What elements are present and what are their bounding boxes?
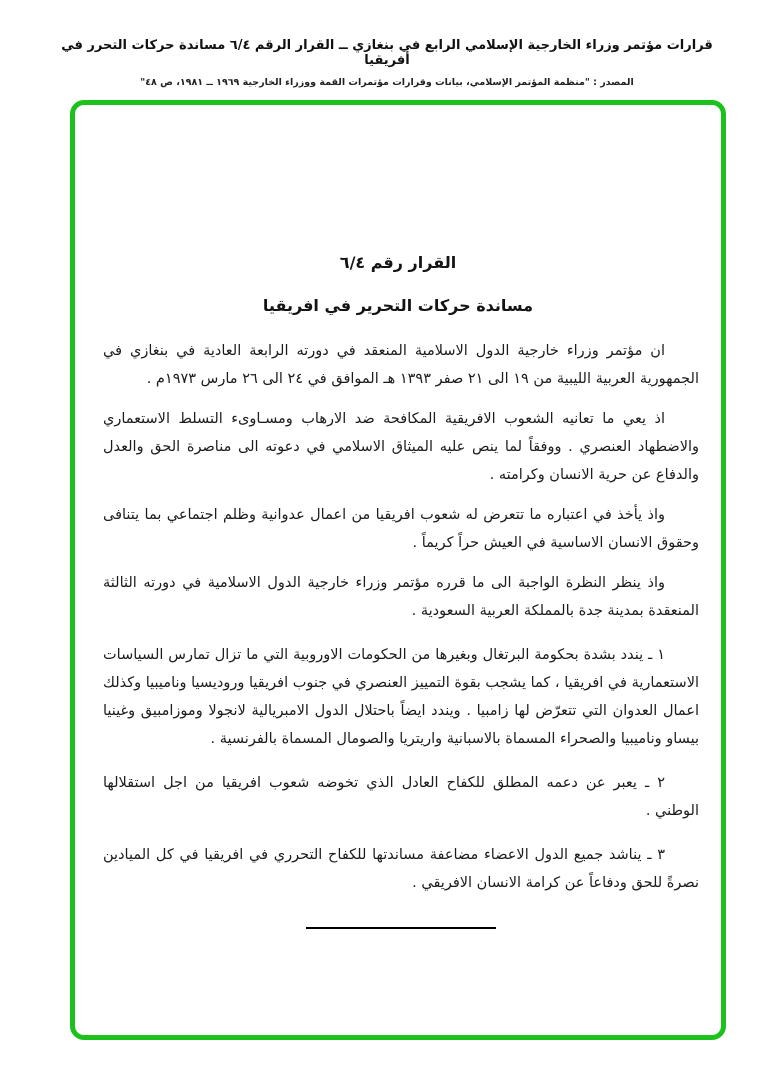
- paragraph-clause-3: ٣ ـ يناشد جميع الدول الاعضاء مضاعفة مساندتها للكفاح التحرري في افريقيا في كل الميادين نصرةً للحق ودفاعاً عن كرامة الانسان الافريقي .: [103, 847, 699, 891]
- paragraph-preamble-session: ان مؤتمر وزراء خارجية الدول الاسلامية المنعقد في دورته الرابعة العادية في بنغازي في الجمهورية العربية الليبية من ١٩ الى ٢١ صفر ١٣٩٣ هـ الموافق في ٢٤ الى ٢٦ مارس ١٩٧٣م .: [103, 343, 699, 387]
- end-of-document-rule: [306, 927, 496, 929]
- resolution-number-title: القرار رقم ٦/٤: [339, 253, 457, 272]
- green-highlight-frame: [70, 100, 726, 1040]
- paragraph-preamble-awareness: اذ يعي ما تعانيه الشعوب الافريقية المكافحة ضد الارهاب ومسـاوىء التسلط الاستعماري والاضطهاد العنصري . ووفقاً لما ينص عليه الميثاق الاسلامي في دعوته الى مناصرة الحق والعدل والدفاع عن حرية الانسان وكرامته .: [103, 411, 699, 483]
- document-body: [75, 337, 721, 929]
- paragraph-preamble-reference: واذ ينظر النظرة الواجبة الى ما قرره مؤتمر وزراء خارجية الدول الاسلامية في دورته الثالثة المنعقدة بمدينة جدة بالمملكة العربية السعودية .: [103, 575, 699, 619]
- paragraph-clause-2: ٢ ـ يعبر عن دعمه المطلق للكفاح العادل الذي تخوضه شعوب افريقيا من اجل استقلالها الوطني .: [103, 775, 699, 819]
- paragraph-clause-1: ١ ـ يندد بشدة بحكومة البرتغال وبغيرها من الحكومات الاوروبية التي ما تزال تمارس السياسات الاستعمارية في افريقيا ، كما يشجب بقوة التمييز العنصري في جنوب افريقيا وروديسيا وناميبيا وكذلك اعمال العدوان التي تتعرّض لها زامبيا . ويندد ايضاً باحتلال الدول الامبريالية لانجولا وموزامبيق وغينيا بيساو وناميبيا والصحراء المسماة بالاسبانية واريتريا والصومال المسماة بالفرنسية .: [103, 647, 699, 747]
- page-header: [0, 38, 774, 88]
- header-title: قرارات مؤتمر وزراء الخارجية الإسلامي الرابع في بنغازي ــ القرار الرقم ٦/٤ مساندة حركات التحرر في أفريقيا: [61, 38, 713, 68]
- paragraph-preamble-consideration: واذ يأخذ في اعتباره ما تتعرض له شعوب افريقيا من اعمال عدوانية وظلم اجتماعي بما يتنافى وحقوق الانسان الاساسية في العيش حراً كريماً .: [103, 507, 699, 551]
- document-scan: [75, 105, 721, 1035]
- header-source-citation: المصدر : "منظمة المؤتمر الإسلامي، بيانات وقرارات مؤتمرات القمة ووزراء الخارجية ١٩٦٩ ــ ١٩٨١، ص ٤٨": [140, 77, 634, 88]
- resolution-subject-title: مساندة حركات التحرير في افريقيا: [262, 296, 534, 315]
